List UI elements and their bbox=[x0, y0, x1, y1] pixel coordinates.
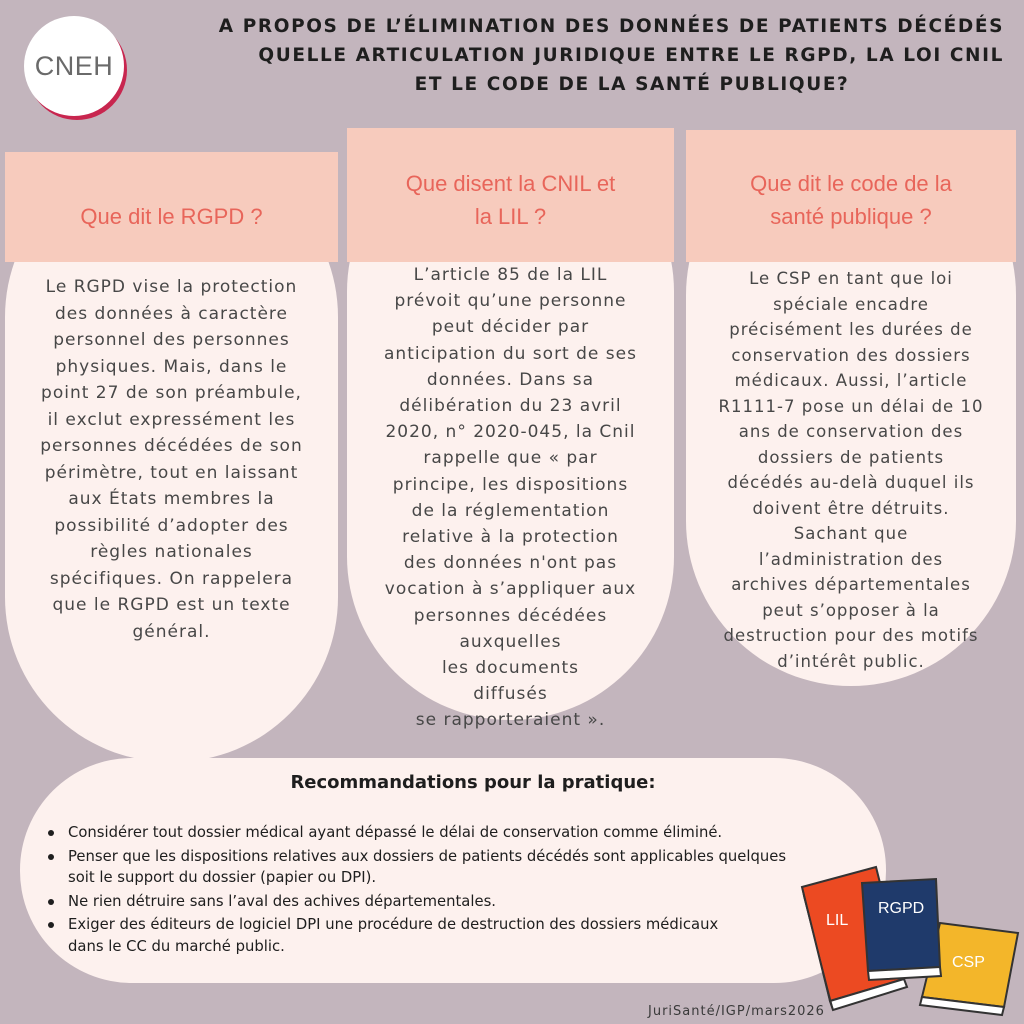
rgpd-book-label: RGPD bbox=[878, 900, 925, 917]
text-line: L’article 85 de la LIL bbox=[413, 265, 608, 285]
text-line: Considérer tout dossier médical ayant dépassé le délai de conservation comme éliminé. bbox=[68, 824, 723, 841]
text-line: vocation à s’appliquer aux bbox=[384, 579, 637, 600]
rgpd-column-body bbox=[5, 262, 338, 645]
text-line: anticipation du sort de ses bbox=[384, 343, 637, 364]
rgpd-column-heading bbox=[5, 152, 338, 262]
text-line: des données n'ont pas bbox=[403, 553, 618, 574]
text-line: point 27 de son préambule, bbox=[41, 383, 302, 403]
list-item bbox=[48, 891, 888, 913]
bullet-icon bbox=[48, 899, 54, 905]
list-item bbox=[48, 846, 888, 889]
text-line: possibilité d’adopter des bbox=[54, 515, 289, 536]
title-line-3: ET LE CODE DE LA SANTÉ PUBLIQUE? bbox=[414, 74, 850, 95]
text-line: Ne rien détruire sans l’aval des achives départementales. bbox=[68, 892, 496, 910]
books-illustration bbox=[790, 855, 1024, 1024]
text-line: peut décider par bbox=[431, 317, 590, 338]
csp-column-body bbox=[686, 262, 1016, 674]
text-line: physiques. Mais, dans le bbox=[55, 356, 288, 377]
text-line: rappelle que « par bbox=[423, 448, 598, 469]
text-line: Sachant que bbox=[793, 524, 909, 543]
text-line: dans le CC du marché public. bbox=[68, 937, 285, 955]
text-line: délibération du 23 avril bbox=[399, 396, 622, 417]
text-line: les documents bbox=[441, 658, 580, 679]
cneh-logo bbox=[24, 16, 124, 116]
text-line: règles nationales bbox=[90, 542, 253, 562]
text-line: décédés au-delà duquel ils bbox=[727, 473, 975, 492]
cnil-column-body bbox=[347, 262, 674, 734]
text-line: diffusés bbox=[473, 684, 548, 705]
bullet-icon bbox=[48, 922, 54, 928]
rgpd-heading-text: Que dit le RGPD ? bbox=[80, 203, 263, 229]
text-line: relative à la protection bbox=[402, 527, 619, 548]
recommendations-title: Recommandations pour la pratique: bbox=[290, 772, 656, 793]
recommendations-list bbox=[34, 822, 888, 959]
text-line: personnes décédées bbox=[413, 605, 608, 626]
credit-line: JuriSanté/IGP/mars2026 bbox=[648, 1004, 825, 1019]
cnil-column bbox=[347, 128, 674, 731]
csp-column-heading bbox=[686, 130, 1016, 262]
text-line: médicaux. Aussi, l’article bbox=[734, 371, 968, 390]
rgpd-column bbox=[5, 152, 338, 762]
list-item bbox=[48, 914, 888, 957]
text-line: Le RGPD vise la protection bbox=[45, 277, 298, 297]
text-line: destruction pour des motifs bbox=[723, 626, 979, 645]
text-line: 2020, n° 2020-045, la Cnil bbox=[385, 422, 636, 443]
bullet-icon bbox=[48, 854, 54, 860]
bullet-icon bbox=[48, 830, 54, 836]
text-line: données. Dans sa bbox=[426, 369, 595, 390]
text-line: Exiger des éditeurs de logiciel DPI une procédure de destruction des dossiers médicaux bbox=[68, 916, 719, 933]
text-line: de la réglementation bbox=[411, 500, 610, 521]
cnil-column-heading bbox=[347, 128, 674, 262]
text-line: Penser que les dispositions relatives aux dossiers de patients décédés sont applicables quelques bbox=[68, 847, 787, 865]
text-line: spéciale encadre bbox=[773, 294, 929, 314]
page-title bbox=[140, 12, 1004, 99]
text-line: principe, les dispositions bbox=[392, 474, 629, 495]
text-line: auxquelles bbox=[459, 631, 562, 652]
text-line: que le RGPD est un texte bbox=[52, 595, 291, 615]
title-line-1: A PROPOS DE L’ÉLIMINATION DES DONNÉES DE PATIENTS DÉCÉDÉS bbox=[218, 16, 1004, 37]
csp-column bbox=[686, 130, 1016, 686]
text-line: spécifiques. On rappelera bbox=[49, 568, 294, 589]
csp-heading-line-2: santé publique ? bbox=[770, 204, 932, 229]
lil-book-label: LIL bbox=[826, 912, 849, 929]
logo-text: CNEH bbox=[34, 50, 114, 81]
cnil-heading-line-1: Que disent la CNIL et bbox=[405, 171, 616, 196]
text-line: R1111-7 pose un délai de 10 bbox=[718, 396, 984, 416]
csp-heading-line-1: Que dit le code de la bbox=[750, 171, 952, 196]
text-line: ans de conservation des bbox=[738, 422, 964, 441]
text-line: précisément les durées de bbox=[729, 320, 973, 339]
text-line: il exclut expressément les bbox=[47, 409, 296, 430]
text-line: personnes décédées de son bbox=[40, 436, 303, 456]
text-line: peut s’opposer à la bbox=[762, 600, 940, 620]
text-line: soit le support du dossier (papier ou DPI). bbox=[68, 869, 377, 886]
text-line: doivent être détruits. bbox=[752, 498, 950, 518]
title-line-2: QUELLE ARTICULATION JURIDIQUE ENTRE LE RGPD, LA LOI CNIL bbox=[258, 45, 1004, 66]
text-line: aux États membres la bbox=[68, 489, 275, 509]
recommendations-panel bbox=[20, 758, 886, 983]
text-line: des données à caractère bbox=[55, 303, 288, 324]
text-line: prévoit qu’une personne bbox=[394, 291, 627, 312]
text-line: personnel des personnes bbox=[53, 330, 290, 350]
text-line: Le CSP en tant que loi bbox=[749, 269, 953, 288]
text-line: se rapporteraient ». bbox=[415, 710, 606, 731]
text-line: dossiers de patients bbox=[757, 447, 945, 467]
text-line: d’intérêt public. bbox=[777, 651, 925, 671]
text-line: conservation des dossiers bbox=[731, 345, 971, 365]
cnil-heading-line-2: la LIL ? bbox=[474, 204, 547, 229]
list-item bbox=[48, 822, 888, 844]
text-line: général. bbox=[132, 621, 211, 642]
text-line: périmètre, tout en laissant bbox=[44, 462, 299, 483]
text-line: archives départementales bbox=[731, 575, 971, 594]
rgpd-book-icon bbox=[862, 879, 941, 980]
csp-book-label: CSP bbox=[952, 954, 985, 971]
text-line: l’administration des bbox=[758, 549, 944, 569]
